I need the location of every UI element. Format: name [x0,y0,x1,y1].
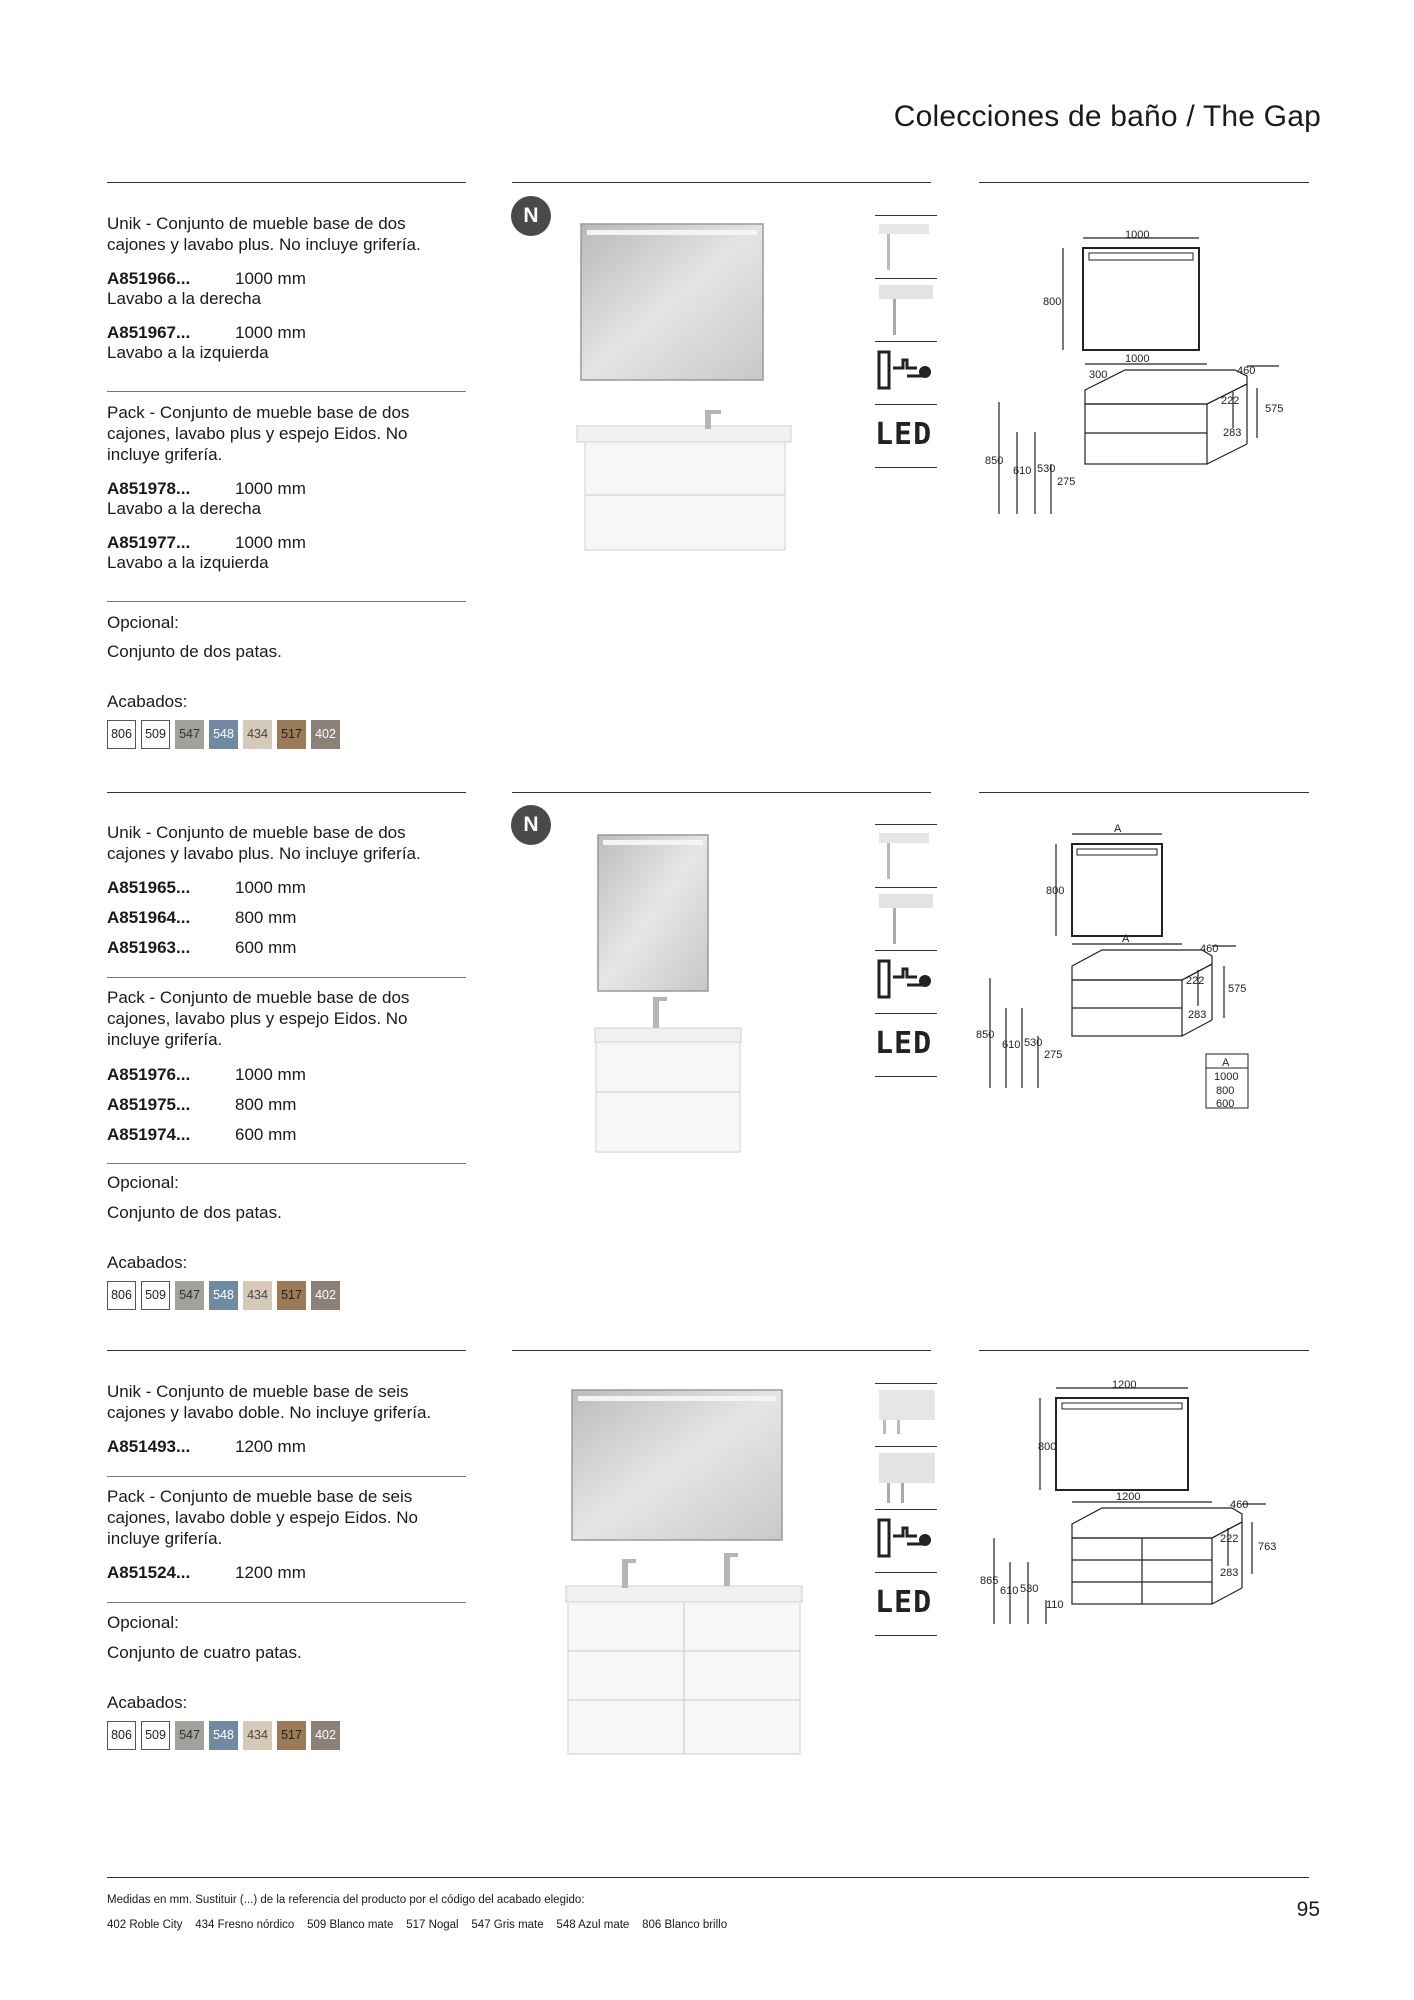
reference-line: A851493... 1200 mm [107,1437,306,1456]
finish-swatch-434: 434 [243,1721,272,1750]
svg-text:575: 575 [1228,983,1247,995]
optional-text: Conjunto de cuatro patas. [107,1643,302,1662]
finish-swatches [107,1281,340,1310]
finish-swatch-548: 548 [209,1721,238,1750]
divider [107,1602,466,1603]
svg-text:610: 610 [1013,465,1032,477]
technical-drawing [985,226,1315,526]
finish-swatches [107,1721,340,1750]
description: Unik - Conjunto de mueble base de seis cajones y lavabo doble. No incluye grifería. [107,1382,432,1422]
description: Unik - Conjunto de mueble base de dos cajones y lavabo plus. No incluye grifería. [107,214,421,254]
finish-swatch-402: 402 [311,720,340,749]
svg-text:283: 283 [1188,1009,1207,1021]
reference-line: A851967... 1000 mm [107,323,306,342]
svg-text:110: 110 [1046,1599,1064,1611]
svg-text:800: 800 [1046,885,1065,897]
feature-icons [875,215,937,468]
new-badge: N [511,196,551,236]
svg-text:1000: 1000 [1125,229,1150,241]
reference-note: Lavabo a la izquierda [107,343,269,362]
reference-line: A851976... 1000 mm [107,1065,306,1084]
svg-text:283: 283 [1220,1567,1239,1579]
divider [107,792,466,793]
divider [512,792,931,793]
svg-text:610: 610 [1002,1039,1021,1051]
reference-note: Lavabo a la derecha [107,289,262,308]
svg-text:530: 530 [1037,463,1056,475]
finishes-label: Acabados: [107,1253,188,1272]
divider [512,1350,931,1351]
finish-swatch-547: 547 [175,1281,204,1310]
feature-icons [875,1383,937,1636]
finish-swatch-806: 806 [107,1721,136,1750]
svg-text:575: 575 [1265,403,1284,415]
reference-line: A851977... 1000 mm [107,533,306,552]
finish-swatch-517: 517 [277,1721,306,1750]
wall-hung-icon [875,1383,937,1446]
svg-text:A: A [1114,823,1122,835]
mirror-switch-icon [875,341,937,404]
reference-line: A851964... 800 mm [107,908,297,927]
led-icon: LED [875,404,937,468]
reference-line: A851974... 600 mm [107,1125,297,1144]
svg-text:1000: 1000 [1125,353,1150,365]
finish-swatch-547: 547 [175,720,204,749]
page-number: 95 [1296,1898,1320,1921]
svg-text:530: 530 [1020,1583,1039,1595]
svg-text:A: A [1122,933,1130,945]
svg-text:850: 850 [976,1029,995,1041]
svg-text:763: 763 [1258,1541,1277,1553]
technical-drawing [976,818,1306,1118]
divider [107,1350,466,1351]
divider [979,792,1309,793]
optional-text: Conjunto de dos patas. [107,1203,282,1222]
svg-text:800: 800 [1043,296,1062,308]
reference-line: A851963... 600 mm [107,938,297,957]
finish-swatch-548: 548 [209,720,238,749]
svg-text:222: 222 [1221,395,1240,407]
divider [107,182,466,183]
floor-legs-icon [875,1446,937,1509]
svg-text:460: 460 [1230,1499,1249,1511]
svg-text:600: 600 [1216,1098,1235,1110]
finish-swatch-509: 509 [141,1281,170,1310]
product-image [560,1382,810,1762]
svg-text:A: A [1222,1057,1230,1069]
reference-line: A851966... 1000 mm [107,269,306,288]
reference-line: A851978... 1000 mm [107,479,306,498]
svg-text:1000: 1000 [1214,1071,1239,1083]
finish-swatches [107,720,340,749]
description: Pack - Conjunto de mueble base de dos cajones, lavabo plus y espejo Eidos. No incluye grifería. [107,403,410,464]
finish-swatch-806: 806 [107,720,136,749]
reference-note: Lavabo a la derecha [107,499,262,518]
svg-text:222: 222 [1220,1533,1239,1545]
divider [512,182,931,183]
finish-swatch-806: 806 [107,1281,136,1310]
footer-divider [107,1877,1309,1878]
floor-legs-icon [875,278,937,341]
svg-text:610: 610 [1000,1585,1019,1597]
finish-swatch-402: 402 [311,1721,340,1750]
feature-icons [875,824,937,1077]
footer-note: Medidas en mm. Sustituir (...) de la referencia del producto por el código del acabado elegido: [107,1894,585,1906]
technical-drawing [976,1378,1306,1638]
mirror-switch-icon [875,950,937,1013]
optional-label: Opcional: [107,613,179,632]
svg-text:460: 460 [1237,365,1256,377]
divider [979,182,1309,183]
finish-swatch-517: 517 [277,1281,306,1310]
finish-swatch-517: 517 [277,720,306,749]
led-icon: LED [875,1013,937,1077]
finish-swatch-434: 434 [243,1281,272,1310]
svg-text:275: 275 [1057,476,1076,488]
finish-swatch-402: 402 [311,1281,340,1310]
svg-text:300: 300 [1089,369,1108,381]
finishes-label: Acabados: [107,692,188,711]
optional-label: Opcional: [107,1173,179,1192]
optional-text: Conjunto de dos patas. [107,642,282,661]
finish-swatch-434: 434 [243,720,272,749]
wall-hung-icon [875,824,937,887]
svg-text:865: 865 [980,1575,999,1587]
finish-swatch-547: 547 [175,1721,204,1750]
optional-label: Opcional: [107,1613,179,1632]
divider [107,601,466,602]
svg-text:800: 800 [1038,1441,1057,1453]
wall-hung-icon [875,215,937,278]
reference-line: A851524... 1200 mm [107,1563,306,1582]
svg-text:800: 800 [1216,1085,1235,1097]
reference-line: A851975... 800 mm [107,1095,297,1114]
svg-text:1200: 1200 [1116,1491,1141,1503]
led-icon: LED [875,1572,937,1636]
divider [107,1163,466,1164]
reference-line: A851965... 1000 mm [107,878,306,897]
divider [107,391,466,392]
svg-text:460: 460 [1200,943,1219,955]
finish-swatch-509: 509 [141,1721,170,1750]
mirror-switch-icon [875,1509,937,1572]
divider [107,1476,466,1477]
svg-text:283: 283 [1223,427,1242,439]
svg-text:222: 222 [1186,975,1205,987]
reference-note: Lavabo a la izquierda [107,553,269,572]
description: Pack - Conjunto de mueble base de seis cajones, lavabo doble y espejo Eidos. No incluye grifería. [107,1487,418,1548]
description: Pack - Conjunto de mueble base de dos cajones, lavabo plus y espejo Eidos. No incluye grifería. [107,988,410,1049]
finish-swatch-548: 548 [209,1281,238,1310]
divider [979,1350,1309,1351]
finish-swatch-509: 509 [141,720,170,749]
finishes-label: Acabados: [107,1693,188,1712]
svg-text:850: 850 [985,455,1004,467]
product-image [575,218,805,563]
svg-text:275: 275 [1044,1049,1063,1061]
svg-text:1200: 1200 [1112,1379,1137,1391]
page-title: Colecciones de baño / The Gap [893,100,1321,133]
divider [107,977,466,978]
description: Unik - Conjunto de mueble base de dos cajones y lavabo plus. No incluye grifería. [107,823,421,863]
svg-text:530: 530 [1024,1037,1043,1049]
product-image [590,830,750,1166]
finish-legend: 402 Roble City 434 Fresno nórdico 509 Blanco mate 517 Nogal 547 Gris mate 548 Azul mate 806 Blanco brillo [107,1919,728,1931]
floor-legs-icon [875,887,937,950]
new-badge: N [511,805,551,845]
